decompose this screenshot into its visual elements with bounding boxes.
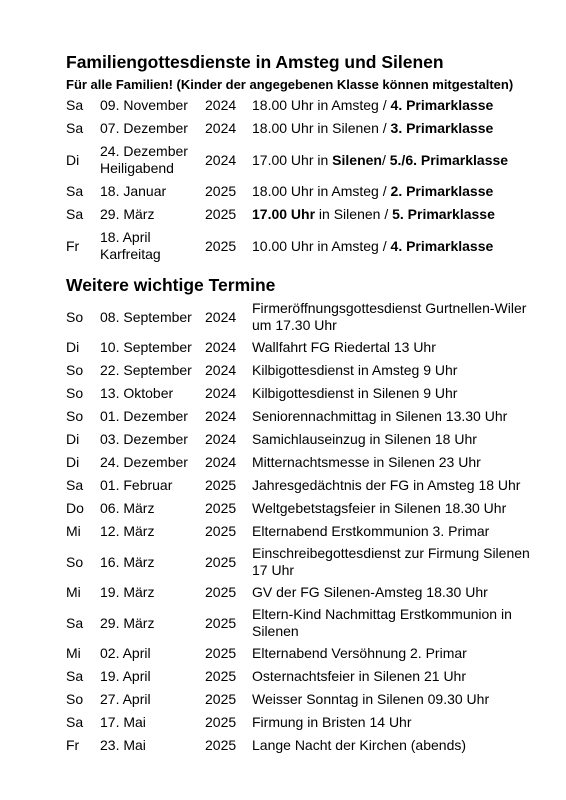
row-year: 2025 xyxy=(205,645,237,661)
row-date: 10. September xyxy=(100,339,192,355)
row-date-note: Heiligabend xyxy=(100,160,174,176)
row-event xyxy=(252,140,542,180)
row-date: 19. April xyxy=(100,668,151,684)
row-date: 17. Mai xyxy=(100,714,146,730)
table-row xyxy=(62,734,542,757)
row-day: Fr xyxy=(66,237,80,254)
event-text: / xyxy=(381,151,390,168)
row-day: Mi xyxy=(66,523,81,539)
row-date: 03. Dezember xyxy=(100,431,188,447)
row-day: Fr xyxy=(66,737,80,753)
row-year: 2024 xyxy=(205,339,237,355)
row-event: Osternachtsfeier in Silenen 21 Uhr xyxy=(252,668,466,684)
row-day: So xyxy=(66,362,84,378)
row-event: Weltgebetstagsfeier in Silenen 18.30 Uhr xyxy=(252,500,507,516)
row-day: So xyxy=(66,553,84,570)
row-day: Sa xyxy=(66,477,84,493)
event-text: 18.00 Uhr in Amsteg / xyxy=(252,183,391,199)
row-event: Einschreibegottesdienst zur Firmung Silenen 17 Uhr xyxy=(252,545,530,578)
row-event xyxy=(252,180,542,203)
table-row xyxy=(62,117,542,140)
weitere-termine-table xyxy=(62,298,542,757)
row-year: 2024 xyxy=(205,454,237,470)
table-row xyxy=(62,298,542,336)
row-year: 2024 xyxy=(205,431,237,447)
row-day: So xyxy=(66,308,84,325)
row-date xyxy=(100,117,205,140)
row-event: Firmeröffnungsgottesdienst Gurtnellen-Wiler um 17.30 Uhr xyxy=(252,300,527,333)
row-event: Firmung in Bristen 14 Uhr xyxy=(252,714,412,730)
row-day: Sa xyxy=(66,668,84,684)
row-event: Seniorennachmittag in Silenen 13.30 Uhr xyxy=(252,408,508,424)
row-date-line: 09. November xyxy=(100,97,188,113)
row-date-line: 29. März xyxy=(100,206,155,222)
row-date: 01. Februar xyxy=(100,477,173,493)
row-date: 24. Dezember xyxy=(100,454,188,470)
row-year: 2025 xyxy=(205,737,237,753)
row-year: 2025 xyxy=(205,668,237,684)
row-year: 2025 xyxy=(205,584,237,600)
row-date: 23. Mai xyxy=(100,737,146,753)
row-date xyxy=(100,226,205,266)
table-row xyxy=(62,642,542,665)
row-date-note: Karfreitag xyxy=(100,246,161,262)
row-date xyxy=(100,180,205,203)
table-row xyxy=(62,604,542,642)
row-year: 2024 xyxy=(205,120,237,136)
row-date: 01. Dezember xyxy=(100,408,188,424)
row-date: 16. März xyxy=(100,553,155,570)
row-year: 2024 xyxy=(205,151,237,168)
row-event: Eltern-Kind Nachmittag Erstkommunion in Silenen xyxy=(252,606,512,639)
row-year: 2025 xyxy=(205,237,237,254)
event-text: 18.00 Uhr in Silenen / xyxy=(252,120,391,136)
table-row xyxy=(62,474,542,497)
row-day: So xyxy=(66,385,84,401)
row-day: Di xyxy=(66,454,80,470)
event-text-bold: 4. Primarklasse xyxy=(390,237,494,254)
event-text: 10.00 Uhr in Amsteg / xyxy=(252,237,391,254)
row-day: Di xyxy=(66,151,80,168)
row-day: So xyxy=(66,691,84,707)
event-text-bold: 5./6. Primarklasse xyxy=(389,151,509,168)
row-date: 19. März xyxy=(100,584,155,600)
row-year: 2025 xyxy=(205,500,237,516)
row-day: Di xyxy=(66,431,80,447)
table-row xyxy=(62,428,542,451)
row-year: 2024 xyxy=(205,362,237,378)
row-year: 2024 xyxy=(205,97,237,113)
row-event: Elternabend Versöhnung 2. Primar xyxy=(252,645,467,661)
row-day: Do xyxy=(66,500,84,516)
event-text-bold: 5. Primarklasse xyxy=(392,206,495,222)
row-date: 08. September xyxy=(100,308,192,325)
row-day: Di xyxy=(66,339,80,355)
section-title-weitere-termine: Weitere wichtige Termine xyxy=(66,275,276,295)
row-event: Elternabend Erstkommunion 3. Primar xyxy=(252,523,490,539)
row-event xyxy=(252,94,542,117)
event-text: in Silenen / xyxy=(315,206,393,222)
table-row xyxy=(62,203,542,226)
row-year: 2024 xyxy=(205,308,237,325)
row-date: 13. Oktober xyxy=(100,385,174,401)
table-row xyxy=(62,405,542,428)
table-row xyxy=(62,497,542,520)
table-row xyxy=(62,711,542,734)
event-text-bold: 3. Primarklasse xyxy=(390,120,494,136)
event-text-bold: 17.00 Uhr xyxy=(252,206,316,222)
row-day: Sa xyxy=(66,97,84,113)
table-row xyxy=(62,359,542,382)
event-text: 17.00 Uhr in xyxy=(252,151,333,168)
row-year: 2025 xyxy=(205,523,237,539)
row-day: Sa xyxy=(66,206,84,222)
row-date: 06. März xyxy=(100,500,155,516)
row-date-line: 24. Dezember xyxy=(100,143,188,159)
row-event: Samichlauseinzug in Silenen 18 Uhr xyxy=(252,431,477,447)
table-row xyxy=(62,226,542,266)
event-text-bold: 4. Primarklasse xyxy=(390,97,494,113)
row-date: 02. April xyxy=(100,645,151,661)
row-date-line: 18. Januar xyxy=(100,183,167,199)
row-year: 2025 xyxy=(205,714,237,730)
row-day: Mi xyxy=(66,584,81,600)
event-text: 18.00 Uhr in Amsteg / xyxy=(252,97,391,113)
row-event xyxy=(252,203,542,226)
row-day: Sa xyxy=(66,183,84,199)
table-row xyxy=(62,520,542,543)
row-event: Mitternachtsmesse in Silenen 23 Uhr xyxy=(252,454,481,470)
row-date xyxy=(100,140,205,180)
row-event: Lange Nacht der Kirchen (abends) xyxy=(252,737,467,753)
table-row xyxy=(62,581,542,604)
row-event: Kilbigottesdienst in Amsteg 9 Uhr xyxy=(252,362,458,378)
table-row xyxy=(62,94,542,117)
row-day: Sa xyxy=(66,714,84,730)
row-event: Wallfahrt FG Riedertal 13 Uhr xyxy=(252,339,436,355)
row-date: 29. März xyxy=(100,614,155,631)
table-row xyxy=(62,543,542,581)
section-subtitle: Für alle Familien! (Kinder der angegebenen Klasse können mitgestalten) xyxy=(66,77,514,92)
row-date: 27. April xyxy=(100,691,151,707)
event-text-bold: Silenen xyxy=(332,151,382,168)
row-year: 2024 xyxy=(205,385,237,401)
row-year: 2025 xyxy=(205,614,237,631)
row-year: 2025 xyxy=(205,183,237,199)
row-event xyxy=(252,117,542,140)
row-day: Sa xyxy=(66,120,84,136)
row-date xyxy=(100,203,205,226)
row-year: 2025 xyxy=(205,553,237,570)
row-event: Weisser Sonntag in Silenen 09.30 Uhr xyxy=(252,691,490,707)
row-date xyxy=(100,94,205,117)
row-year: 2025 xyxy=(205,477,237,493)
row-year: 2024 xyxy=(205,408,237,424)
section-title-familiengottesdienste: Familiengottesdienste in Amsteg und Silenen xyxy=(66,52,444,72)
row-day: So xyxy=(66,408,84,424)
table-row xyxy=(62,451,542,474)
table-row xyxy=(62,382,542,405)
row-event: GV der FG Silenen-Amsteg 18.30 Uhr xyxy=(252,584,488,600)
row-event xyxy=(252,226,542,266)
row-year: 2025 xyxy=(205,691,237,707)
table-row xyxy=(62,336,542,359)
row-date-line: 07. Dezember xyxy=(100,120,188,136)
familiengottesdienste-table xyxy=(62,94,542,266)
row-day: Sa xyxy=(66,614,84,631)
event-text-bold: 2. Primarklasse xyxy=(390,183,494,199)
row-date-line: 18. April xyxy=(100,229,151,245)
table-row xyxy=(62,688,542,711)
row-event: Jahresgedächtnis der FG in Amsteg 18 Uhr xyxy=(252,477,521,493)
table-row xyxy=(62,140,542,180)
row-date: 12. März xyxy=(100,523,155,539)
row-date: 22. September xyxy=(100,362,192,378)
table-row xyxy=(62,180,542,203)
row-event: Kilbigottesdienst in Silenen 9 Uhr xyxy=(252,385,458,401)
table-row xyxy=(62,665,542,688)
row-day: Mi xyxy=(66,645,81,661)
row-year: 2025 xyxy=(205,206,237,222)
